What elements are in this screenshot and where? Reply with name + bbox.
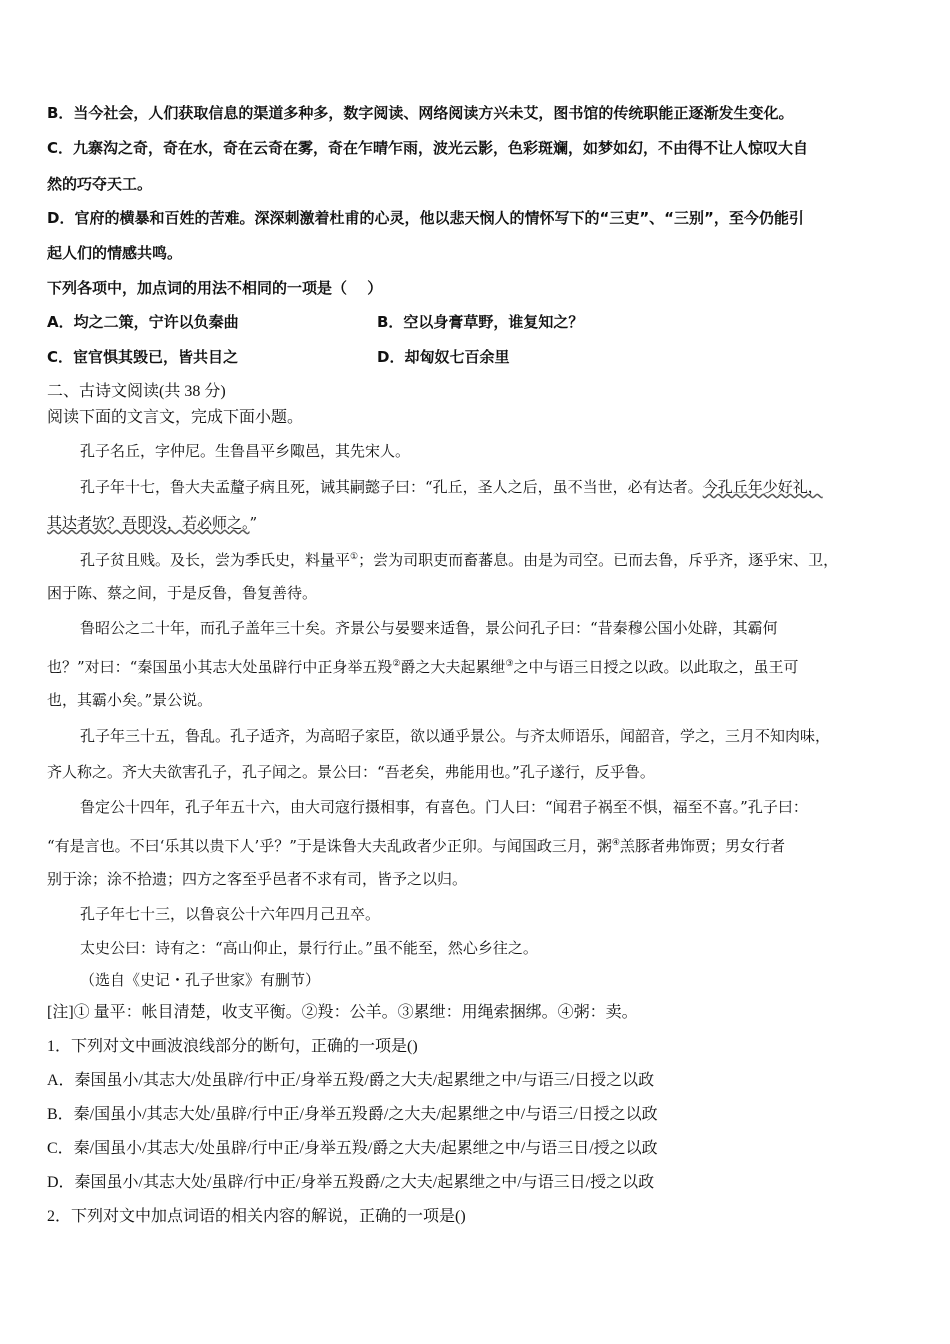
passage-p3-line2: 困于陈、蔡之间，于是反鲁，鲁复善待。 bbox=[47, 584, 318, 602]
option-c: C．宦官惧其毁已，皆共目之 bbox=[47, 348, 239, 366]
passage-p4-text-1: 也？”对曰：“秦国虽小其志大处虽辟行中正身举五羖 bbox=[47, 658, 393, 676]
passage-notes: [注]① 量平：帐目清楚，收支平衡。②羖：公羊。③累绁：用绳索捆绑。④粥：卖。 bbox=[47, 1004, 638, 1021]
footnote-marker-4: ④ bbox=[611, 838, 620, 848]
passage-p5-line2: 齐人称之。齐大夫欲害孔子，孔子闻之。景公曰：“吾老矣，弗能用也。”孔子遂行，反乎鲁。 bbox=[47, 763, 655, 781]
passage-p2-text: 孔子年十七，鲁大夫孟釐子病且死，诫其嗣懿子曰：“孔丘，圣人之后，虽不当世，必有达者。 bbox=[80, 478, 703, 496]
passage-p3-text-b: ；尝为司职吏而畜蕃息。由是为司空。已而去鲁，斥乎齐，逐乎宋、卫， bbox=[358, 551, 839, 569]
passage-p2-line2 bbox=[47, 513, 907, 533]
passage-p5-line1: 孔子年三十五，鲁乱。孔子适齐，为高昭子家臣，欲以通乎景公。与齐太师语乐，闻韶音，学之，三月不知肉味， bbox=[80, 727, 831, 745]
option-b-prev: B．当今社会，人们获取信息的渠道多种多，数字阅读、网络阅读方兴未艾，图书馆的传统职能正逐渐发生变化。 bbox=[47, 104, 794, 122]
passage-p8: 太史公曰：诗有之：“高山仰止，景行行止。”虽不能至，然心乡往之。 bbox=[80, 939, 538, 957]
passage-p6-line3: 别于涂；涂不拾遗；四方之客至乎邑者不求有司，皆予之以归。 bbox=[47, 870, 468, 888]
passage-p1: 孔子名丘，字仲尼。生鲁昌平乡陬邑，其先宋人。 bbox=[80, 442, 411, 460]
passage-p6-line1: 鲁定公十四年，孔子年五十六，由大司寇行摄相事，有喜色。门人曰：“闻君子祸至不惧，福至不喜。”孔子曰： bbox=[80, 798, 808, 816]
passage-p6-text-2: 羔豚者弗饰贾；男女行者 bbox=[619, 837, 785, 855]
q2-stem: 2．下列对文中加点词语的相关内容的解说，正确的一项是() bbox=[47, 1208, 466, 1225]
q1-option-d: D．秦国虽小/其志大处/虽辟/行中正/身举五羖爵/之大夫/起累绁之中/与语三日/授之以政 bbox=[47, 1174, 655, 1191]
option-row-ab bbox=[47, 312, 907, 332]
footnote-marker-2: ② bbox=[392, 659, 401, 669]
option-d: D．却匈奴七百余里 bbox=[377, 348, 510, 366]
passage-p2-end: ” bbox=[249, 514, 258, 532]
passage-p4-line2 bbox=[47, 654, 907, 677]
option-row-cd bbox=[47, 347, 907, 367]
option-c-prev-line1: C．九寨沟之奇，奇在水，奇在云奇在雾，奇在乍晴乍雨，波光云影，色彩斑斓，如梦如幻，不由得不让人惊叹大自 bbox=[47, 139, 809, 157]
passage-p4-line3: 也，其霸小矣。”景公说。 bbox=[47, 691, 213, 709]
passage-p4-text-3: 之中与语三日授之以政。以此取之，虽王可 bbox=[513, 658, 799, 676]
q1-option-c: C．秦/国虽小/其志大/处虽辟/行中正/身举五羖/爵之大夫/起累绁之中/与语三日/授之以政 bbox=[47, 1140, 658, 1157]
footnote-marker-3: ③ bbox=[505, 659, 514, 669]
q1-stem: 1．下列对文中画波浪线部分的断句，正确的一项是() bbox=[47, 1038, 418, 1055]
option-b: B．空以身膏草野，谁复知之？ bbox=[377, 313, 584, 331]
passage-p4-line1: 鲁昭公之二十年，而孔子盖年三十矣。齐景公与晏婴来适鲁，景公问孔子曰：“昔秦穆公国小处辟，其霸何 bbox=[80, 619, 778, 637]
passage-p4-text-2: 爵之大夫起累绁 bbox=[400, 658, 506, 676]
option-d-prev-line1: D．官府的横暴和百姓的苦难。深深刺激着杜甫的心灵，他以悲天悯人的情怀写下的“三吏”、“三别”，至今仍能引 bbox=[47, 209, 804, 227]
q1-option-a: A．秦国虽小/其志大/处虽辟/行中正/身举五羖/爵之大夫/起累绁之中/与语三/日授之以政 bbox=[47, 1072, 655, 1089]
footnote-marker-1: ① bbox=[350, 552, 359, 562]
section-title: 二、古诗文阅读(共 38 分) bbox=[47, 383, 226, 400]
passage-p6-text-1: “有是言也。不曰‘乐其以贵下人’乎？”于是诛鲁大夫乱政者少正卯。与闻国政三月，粥 bbox=[47, 837, 612, 855]
passage-source: （选自《史记・孔子世家》有删节） bbox=[80, 971, 321, 989]
section-intro: 阅读下面的文言文，完成下面小题。 bbox=[47, 409, 304, 426]
wavy-underlined-text-cont: 其达者欤？吾即没，若必师之。 bbox=[47, 514, 250, 532]
option-a: A．均之二策，宁许以负秦曲 bbox=[47, 313, 239, 331]
option-d-prev-line2: 起人们的情感共鸣。 bbox=[47, 244, 183, 262]
passage-p2-line1 bbox=[80, 477, 940, 497]
q1-option-b: B．秦/国虽小/其志大处/虽辟/行中正/身举五羖爵/之大夫/起累绁之中/与语三/日授之以政 bbox=[47, 1106, 658, 1123]
wavy-underlined-text: 今孔丘年少好礼， bbox=[702, 478, 823, 496]
question-stem-words: 下列各项中，加点词的用法不相同的一项是（ ） bbox=[47, 279, 383, 297]
passage-p3-text-a: 孔子贫且贱。及长，尝为季氏史，料量平 bbox=[80, 551, 351, 569]
passage-p3-line1 bbox=[80, 547, 940, 570]
passage-p7: 孔子年七十三，以鲁哀公十六年四月己丑卒。 bbox=[80, 905, 381, 923]
option-c-prev-line2: 然的巧夺天工。 bbox=[47, 175, 153, 193]
passage-p6-line2 bbox=[47, 833, 907, 856]
